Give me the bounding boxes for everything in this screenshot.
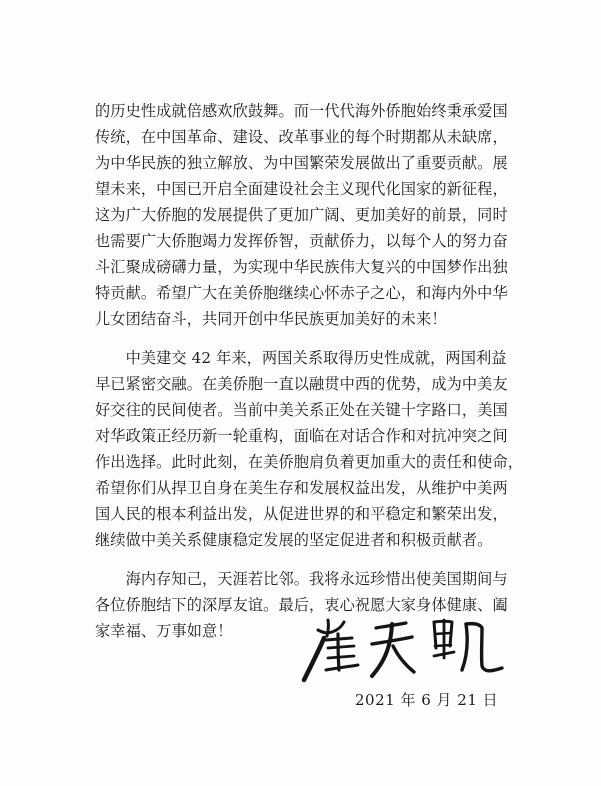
text-line: 早已紧密交融。在美侨胞一直以融贯中西的优势，成为中美友 (95, 375, 508, 393)
text-line: 家幸福、万事如意！ (95, 622, 233, 640)
text-line: 作出选择。此时此刻，在美侨胞肩负着更加重大的责任和使命， (95, 453, 524, 471)
text-line: 传统，在中国革命、建设、改革事业的每个时期都从未缺席， (95, 128, 508, 146)
letter-date: 2021 年 6 月 21 日 (355, 691, 499, 709)
text-line: 对华政策正经历新一轮重构，面临在对话合作和对抗冲突之间 (95, 427, 508, 445)
text-line: 的历史性成就倍感欢欣鼓舞。而一代代海外侨胞始终秉承爱国 (95, 102, 508, 120)
text-line: 为中华民族的独立解放、为中国繁荣发展做出了重要贡献。展 (95, 154, 508, 172)
text-line: 海内存知己，天涯若比邻。我将永远珍惜出使美国期间与 (95, 570, 508, 588)
paragraph (95, 345, 524, 553)
text-line: 继续做中美关系健康稳定发展的坚定促进者和积极贡献者。 (95, 531, 493, 549)
text-line: 国人民的根本利益出发，从促进世界的和平稳定和繁荣出发， (95, 505, 508, 523)
text-line: 各位侨胞结下的深厚友谊。最后，衷心祝愿大家身体健康、阖 (95, 596, 508, 614)
text-line: 好交往的民间使者。当前中美关系正处在关键十字路口，美国 (95, 401, 508, 419)
letter-body (95, 98, 524, 644)
text-line: 希望你们从捍卫自身在美生存和发展权益出发，从维护中美两 (95, 479, 508, 497)
text-line: 特贡献。希望广大在美侨胞继续心怀赤子之心，和海内外中华 (95, 284, 508, 302)
text-line: 这为广大侨胞的发展提供了更加广阔、更加美好的前景，同时 (95, 206, 508, 224)
paragraph (95, 98, 515, 332)
text-line: 儿女团结奋斗，共同开创中华民族更加美好的未来！ (95, 310, 447, 328)
text-line: 斗汇聚成磅礴力量，为实现中华民族伟大复兴的中国梦作出独 (95, 258, 508, 276)
text-line: 望未来，中国已开启全面建设社会主义现代化国家的新征程， (95, 180, 508, 198)
text-line: 也需要广大侨胞竭力发挥侨智，贡献侨力，以每个人的努力奋 (95, 232, 508, 250)
handwritten-signature (298, 608, 513, 686)
text-line: 中美建交 42 年来，两国关系取得历史性成就，两国利益 (95, 349, 507, 367)
